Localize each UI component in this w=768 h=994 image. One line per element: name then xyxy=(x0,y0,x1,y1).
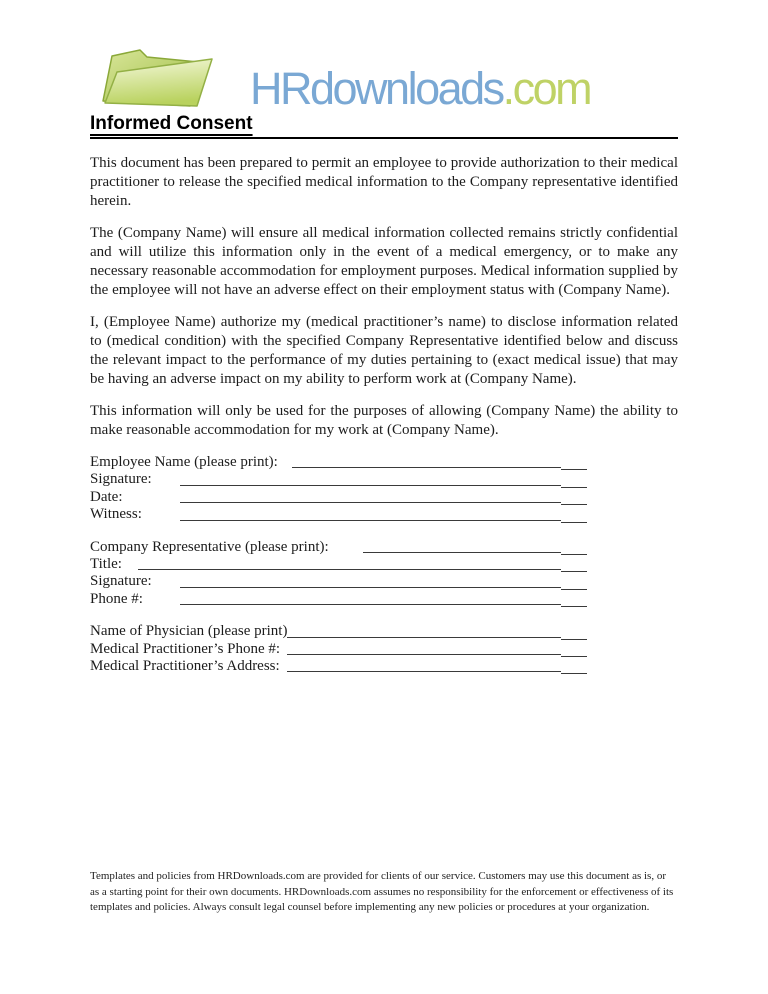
field-label: Employee Name (please print): xyxy=(90,454,278,470)
company-signature-line[interactable] xyxy=(180,573,587,590)
employee-signature-line[interactable] xyxy=(180,471,587,488)
field-label: Phone #: xyxy=(90,590,143,607)
field-label: Signature: xyxy=(90,573,152,590)
title-row xyxy=(90,556,587,573)
field-label: Medical Practitioner’s Phone #: xyxy=(90,640,281,657)
logo xyxy=(100,44,768,114)
practitioner-address-row xyxy=(90,658,587,675)
document-body xyxy=(90,154,678,440)
field-label: Date: xyxy=(90,488,123,505)
paragraph-use: This information will only be used for the purposes of allowing (Company Name) the ability to make reasonable accommodation for my work at (Company Name). xyxy=(90,403,678,438)
witness-line[interactable] xyxy=(180,506,587,523)
company-representative-block xyxy=(90,539,587,609)
company-representative-line[interactable] xyxy=(363,539,587,556)
field-label: Title: xyxy=(90,555,122,572)
logo-name-text: HRdownloads xyxy=(250,62,503,114)
folder-icon xyxy=(100,47,234,109)
field-label: Witness: xyxy=(90,506,142,523)
physician-name-row xyxy=(90,623,587,640)
paragraph-authorization: I, (Employee Name) authorize my (medical practitioner’s name) to disclose information related to (medical condition) with the specified Company Representative identified below and discuss the relevant impact to the performance of my duties pertaining to (exact medical issue) that may be having an adverse impact on my ability to perform work at (Company Name). xyxy=(90,314,678,387)
physician-block xyxy=(90,623,587,675)
employee-date-line[interactable] xyxy=(180,489,587,506)
phone-row xyxy=(90,591,587,608)
company-signature-row xyxy=(90,573,587,590)
practitioner-phone-row xyxy=(90,641,587,658)
logo-text xyxy=(250,62,591,114)
phone-line[interactable] xyxy=(180,591,587,608)
title-line[interactable] xyxy=(138,556,587,573)
field-label: Medical Practitioner’s Address: xyxy=(90,657,280,674)
employee-name-line[interactable] xyxy=(292,454,587,471)
page-title: Informed Consent xyxy=(90,113,253,134)
title-rule xyxy=(90,113,678,139)
employee-signature-block xyxy=(90,454,587,524)
field-label: Signature: xyxy=(90,471,152,488)
physician-name-line[interactable] xyxy=(287,623,587,640)
paragraph-confidential: The (Company Name) will ensure all medical information collected remains strictly confidential and will utilize this information only in the event of a medical emergency, or to make any necessary reasonable accommodation for employment purposes. Medical information supplied by the employee will not have an adverse effect on their employment status with (Company Name). xyxy=(90,225,678,298)
witness-row xyxy=(90,506,587,523)
disclaimer-text: Templates and policies from HRDownloads.com are provided for clients of our service. Customers may use this document as is, or as a starting point for their own documents. HRDownloads.com assumes no responsibility for the enforcement or effectiveness of its templates and policies. Always consult legal counsel before implementing any new policies or procedures at your organization. xyxy=(90,870,674,914)
practitioner-address-line[interactable] xyxy=(287,658,587,675)
field-label: Company Representative (please print): xyxy=(90,538,329,555)
logo-tld-text: .com xyxy=(502,62,591,114)
company-representative-row xyxy=(90,539,587,556)
employee-signature-row xyxy=(90,471,587,488)
employee-name-row xyxy=(90,454,587,471)
employee-date-row xyxy=(90,489,587,506)
field-label: Name of Physician (please print) xyxy=(90,623,288,640)
practitioner-phone-line[interactable] xyxy=(287,641,587,658)
paragraph-purpose: This document has been prepared to permit an employee to provide authorization to their medical practitioner to release the specified medical information to the Company representative identified herein. xyxy=(90,155,678,209)
